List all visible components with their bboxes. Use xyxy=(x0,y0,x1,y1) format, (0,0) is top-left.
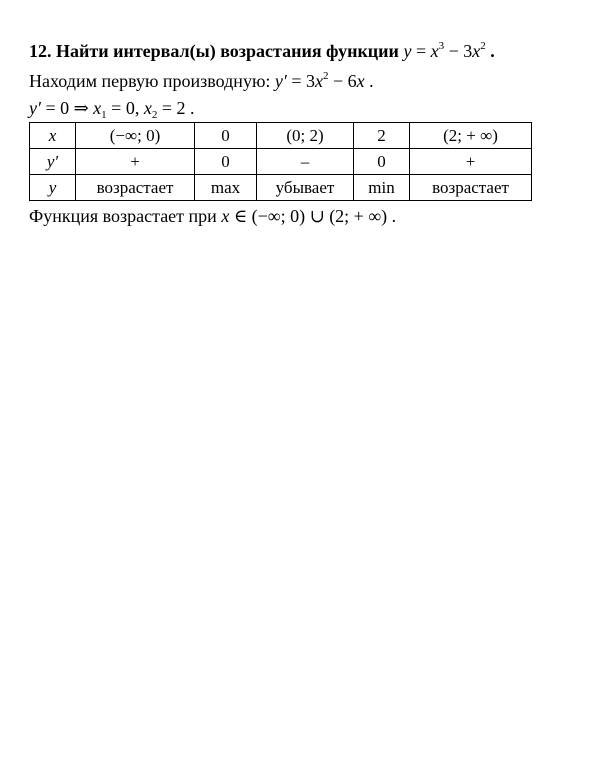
derivative-cell: y′ xyxy=(30,149,76,175)
function-cell: y xyxy=(30,175,76,201)
derivative-eq: = 3 xyxy=(291,71,315,91)
title-text: 12. Найти интервал(ы) возрастания функции xyxy=(29,41,399,61)
derivative-lhs: y′ xyxy=(274,71,287,91)
conclusion-line xyxy=(29,205,396,227)
derivative-cell: – xyxy=(257,149,354,175)
conclusion-var: x xyxy=(221,206,230,226)
derivative-end: . xyxy=(369,71,374,91)
root-v1: = 0, xyxy=(111,98,140,118)
function-cell: убывает xyxy=(257,175,354,201)
roots-line xyxy=(29,97,194,122)
root-x1: x xyxy=(93,98,102,118)
function-cell: max xyxy=(195,175,257,201)
header-cell: 2 xyxy=(354,123,410,149)
roots-lhs: y′ xyxy=(29,98,41,118)
function-row xyxy=(30,175,532,201)
header-cell: x xyxy=(30,123,76,149)
derivative-x: x xyxy=(315,71,323,91)
header-cell: 0 xyxy=(195,123,257,149)
root-sub2: 2 xyxy=(151,109,158,121)
func-y: y xyxy=(403,41,412,61)
derivative-cell: + xyxy=(76,149,195,175)
func-pow1: 3 xyxy=(438,40,445,52)
derivative-x2: x xyxy=(356,71,365,91)
root-x2: x xyxy=(143,98,152,118)
derivative-pow: 2 xyxy=(323,70,329,82)
derivative-line xyxy=(29,70,374,95)
func-x2: x xyxy=(472,41,481,61)
derivative-cell: 0 xyxy=(354,149,410,175)
derivative-cell: 0 xyxy=(195,149,257,175)
func-eq: = xyxy=(415,41,427,61)
header-cell: (0; 2) xyxy=(257,123,354,149)
root-v2: = 2 . xyxy=(161,98,195,118)
roots-eq: = 0 ⇒ xyxy=(45,98,89,118)
conclusion-text: Функция возрастает при xyxy=(29,206,217,226)
header-row xyxy=(30,123,532,149)
problem-title xyxy=(29,40,495,65)
function-cell: возрастает xyxy=(410,175,532,201)
conclusion-set: ∈ (−∞; 0) ∪ (2; + ∞) . xyxy=(233,206,397,226)
function-cell: возрастает xyxy=(76,175,195,201)
function-cell: min xyxy=(354,175,410,201)
derivative-cell: + xyxy=(410,149,532,175)
derivative-text: Находим первую производную: xyxy=(29,71,271,91)
header-cell: (2; + ∞) xyxy=(410,123,532,149)
func-end: . xyxy=(490,41,495,61)
sign-table xyxy=(29,122,532,201)
func-mid: − 3 xyxy=(448,41,473,61)
header-cell: (−∞; 0) xyxy=(76,123,195,149)
root-sub1: 1 xyxy=(101,109,107,121)
derivative-row xyxy=(30,149,532,175)
func-x: x xyxy=(430,41,439,61)
func-pow2: 2 xyxy=(480,40,486,52)
derivative-rest: − 6 xyxy=(333,71,357,91)
